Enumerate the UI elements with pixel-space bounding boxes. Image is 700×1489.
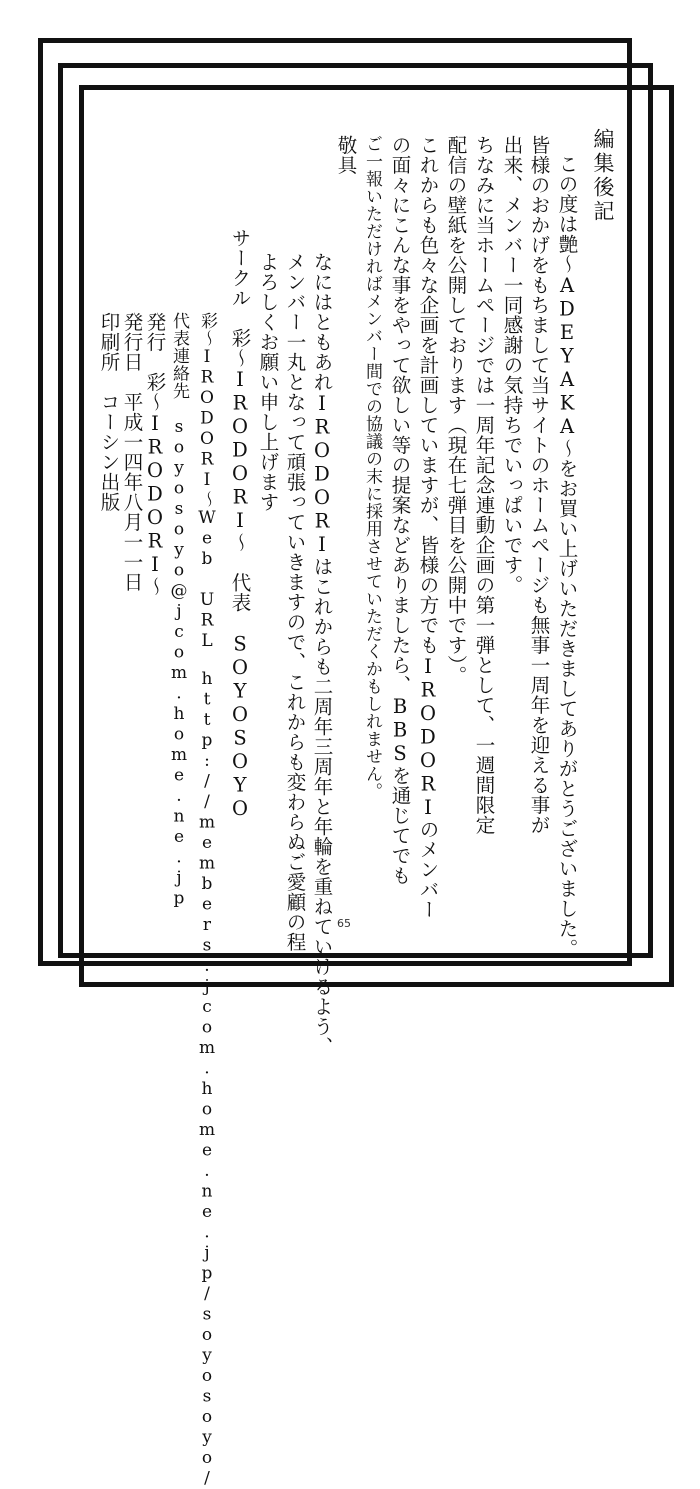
editorial-body-line: 敬具 [334,135,358,175]
contact-line: 代表連絡先 soyosoyo@jcom.home.ne.jp [169,312,189,909]
editorial-body-line: 皆様のおかげをもちまして当サイトのホームページも無事一周年を迎える事が [527,135,551,835]
editorial-closing-line: よろしくお願い申し上げます [256,252,280,512]
publisher-line: 発行 彩〜IRODORI〜 [143,312,167,597]
issue-date-line: 発行日 平成一四年八月一一日 [120,312,144,592]
editorial-heading: 編集後記 [591,128,615,224]
editorial-body-line: の面々にこんな事をやって欲しい等の提案などありましたら、BBSを通じてでも [388,135,412,886]
web-url-line: 彩〜IRODORI〜Web URL http://members.jcom.home.ne.jp/soyosoyo/ [197,312,217,1489]
editorial-body-line: ご一報いただければメンバー間での協議の末に採用させていただくかもしれません。 [362,135,382,800]
editorial-body-line: 出来、メンバー一同感謝の気持ちでいっぱいです。 [500,135,524,595]
editorial-closing-line: メンバー一丸となって頑張っていきますので、これからも変わらぬご愛顧の程 [283,252,307,952]
editorial-body-line: ちなみに当ホームページでは一周年記念連動企画の第一弾として、一週間限定 [472,135,496,835]
editorial-body-line: 配信の壁紙を公開しております（現在七弾目を公開中です）。 [444,135,468,686]
page-number: 65 [337,917,351,930]
circle-line: サークル 彩〜IRODORI〜 代表 SOYOSOYO [228,228,252,821]
editorial-body-line: この度は艶〜ADEYAKA〜をお買い上げいただきましてありがとうございました。 [555,154,579,959]
editorial-closing-line: なにはともあれIRODORIはこれからも二周年三周年と年輪を重ねていけるよう、 [310,252,334,1057]
printer-line: 印刷所 コーシン出版 [97,312,121,512]
editorial-body-line: これからも色々な企画を計画していますが、皆様の方でもIRODORIのメンバー [416,135,440,920]
